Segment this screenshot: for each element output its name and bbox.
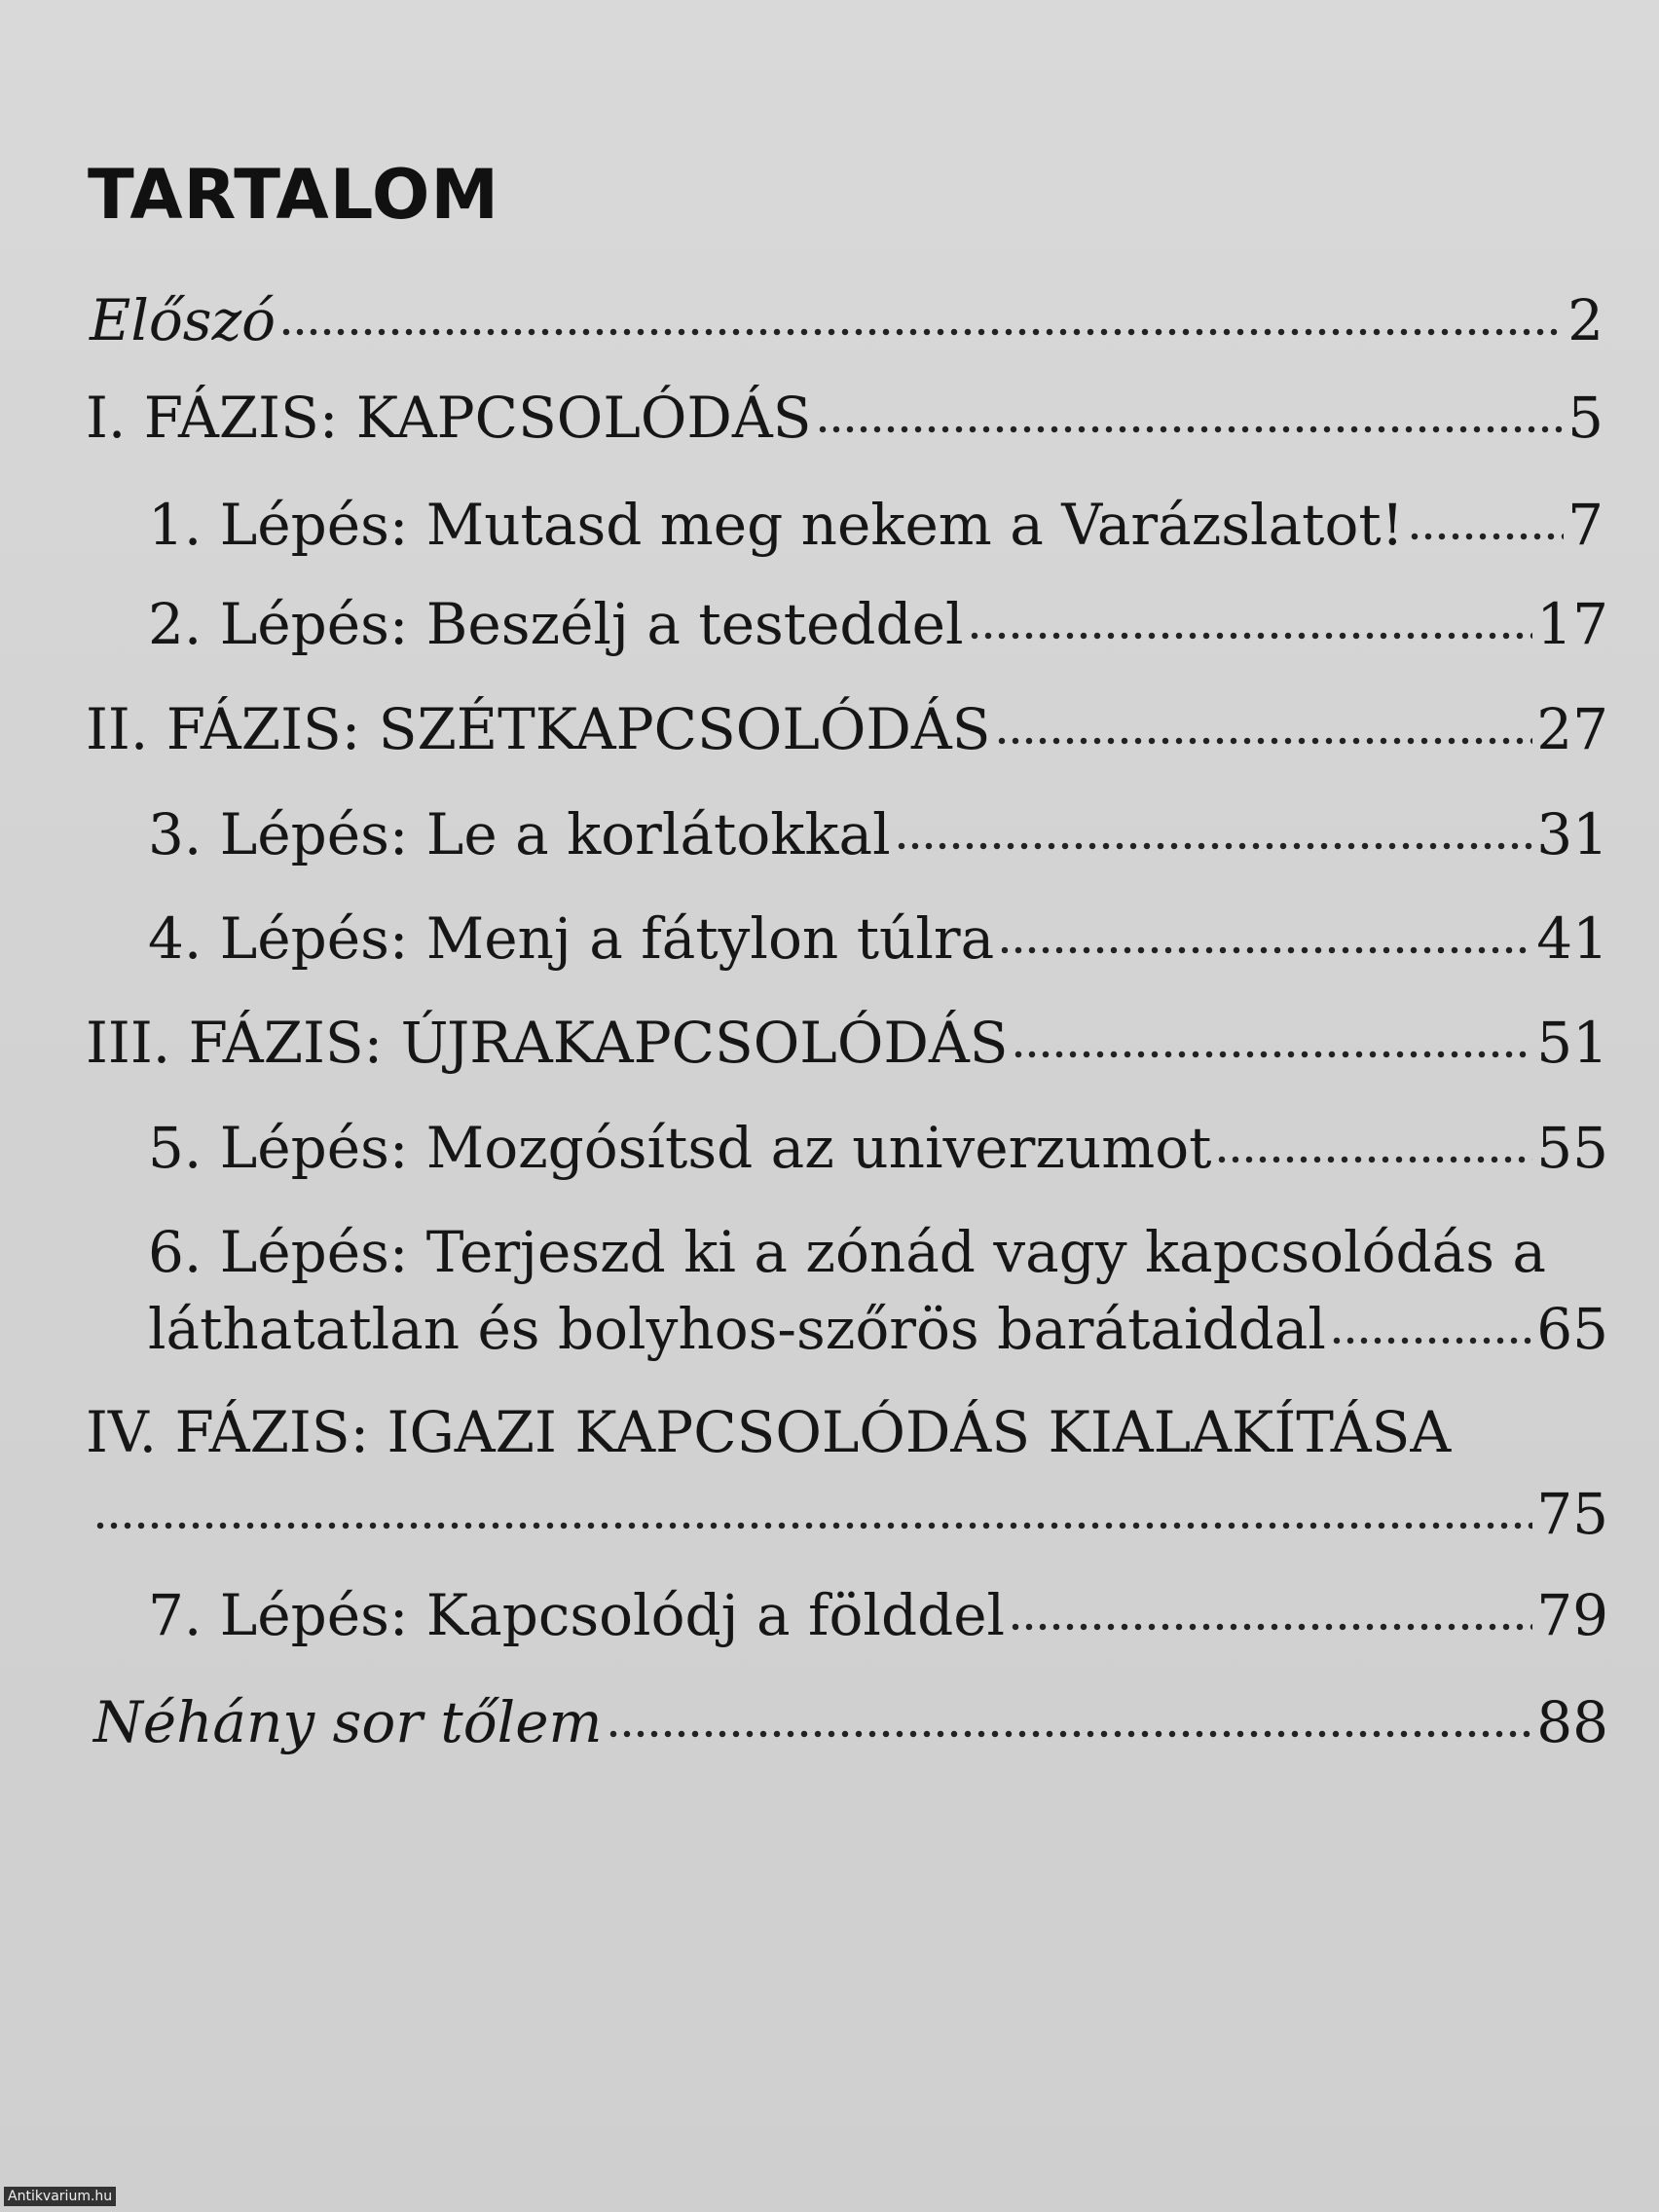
dot-leader — [1009, 1623, 1532, 1631]
toc-entry-step-2 — [148, 591, 1608, 657]
toc-entry-page: 88 — [1536, 1689, 1608, 1755]
dot-leader — [968, 632, 1533, 640]
toc-entry-title: I. FÁZIS: KAPCSOLÓDÁS — [86, 385, 812, 451]
dot-leader — [1215, 1156, 1532, 1163]
toc-entry-page: 75 — [1536, 1481, 1608, 1547]
dot-leader — [816, 425, 1565, 433]
toc-entry-step-6-line1: 6. Lépés: Terjeszd ki a zónád vagy kapcsolódás a — [148, 1219, 1547, 1285]
toc-entry-page: 5 — [1567, 385, 1604, 451]
toc-entry-page: 7 — [1567, 492, 1604, 558]
dot-leader — [1408, 533, 1564, 540]
toc-entry-page: 41 — [1536, 905, 1608, 972]
site-watermark: Antikvarium.hu — [4, 2187, 116, 2206]
toc-entry-phase-1 — [86, 385, 1604, 451]
toc-entry-step-4 — [148, 905, 1608, 972]
dot-leader — [995, 737, 1533, 745]
dot-leader — [93, 1522, 1532, 1530]
toc-entry-phase-2 — [86, 696, 1608, 762]
toc-entry-title: 7. Lépés: Kapcsolódj a földdel — [148, 1582, 1006, 1648]
toc-entry-title: Előszó — [90, 287, 276, 353]
dot-leader — [279, 328, 1564, 336]
toc-entry-page: 55 — [1536, 1115, 1608, 1181]
toc-entry-phase-4 — [90, 1481, 1608, 1547]
dot-leader — [998, 946, 1532, 954]
toc-entry-page: 17 — [1536, 591, 1608, 657]
toc-entry-foreword — [90, 287, 1604, 353]
toc-entry-phase-3 — [86, 1010, 1608, 1076]
dot-leader — [607, 1730, 1533, 1738]
toc-entry-page: 27 — [1536, 696, 1608, 762]
toc-entry-afterword — [93, 1689, 1608, 1755]
toc-entry-page: 31 — [1536, 801, 1608, 867]
toc-entry-step-7 — [148, 1582, 1608, 1648]
toc-entry-step-3 — [148, 801, 1608, 867]
toc-entry-title: Néhány sor tőlem — [93, 1689, 603, 1755]
toc-entry-title: 3. Lépés: Le a korlátokkal — [148, 801, 891, 867]
dot-leader — [895, 842, 1533, 850]
toc-entry-title: III. FÁZIS: ÚJRAKAPCSOLÓDÁS — [86, 1010, 1009, 1076]
toc-entry-title: 4. Lépés: Menj a fátylon túlra — [148, 905, 995, 972]
toc-entry-title: 5. Lépés: Mozgósítsd az univerzumot — [148, 1115, 1212, 1181]
toc-entry-page: 79 — [1536, 1582, 1608, 1648]
toc-entry-page: 65 — [1536, 1296, 1608, 1362]
dot-leader — [1330, 1337, 1532, 1345]
toc-entry-title: 1. Lépés: Mutasd meg nekem a Varázslatot! — [148, 492, 1404, 558]
toc-entry-step-5 — [148, 1115, 1608, 1181]
toc-entry-page: 51 — [1536, 1010, 1608, 1076]
toc-entry-page: 2 — [1567, 287, 1604, 353]
dot-leader — [1012, 1051, 1532, 1058]
toc-entry-title: láthatatlan és bolyhos-szőrös barátaiddal — [148, 1296, 1326, 1362]
toc-entry-title: II. FÁZIS: SZÉTKAPCSOLÓDÁS — [86, 696, 991, 762]
toc-entry-step-1 — [148, 492, 1604, 558]
toc-entry-title: 2. Lépés: Beszélj a testeddel — [148, 591, 964, 657]
toc-entry-step-6 — [148, 1296, 1608, 1362]
toc-entry-phase-4-line1: IV. FÁZIS: IGAZI KAPCSOLÓDÁS KIALAKÍTÁSA — [86, 1399, 1452, 1465]
toc-heading: TARTALOM — [88, 155, 500, 235]
